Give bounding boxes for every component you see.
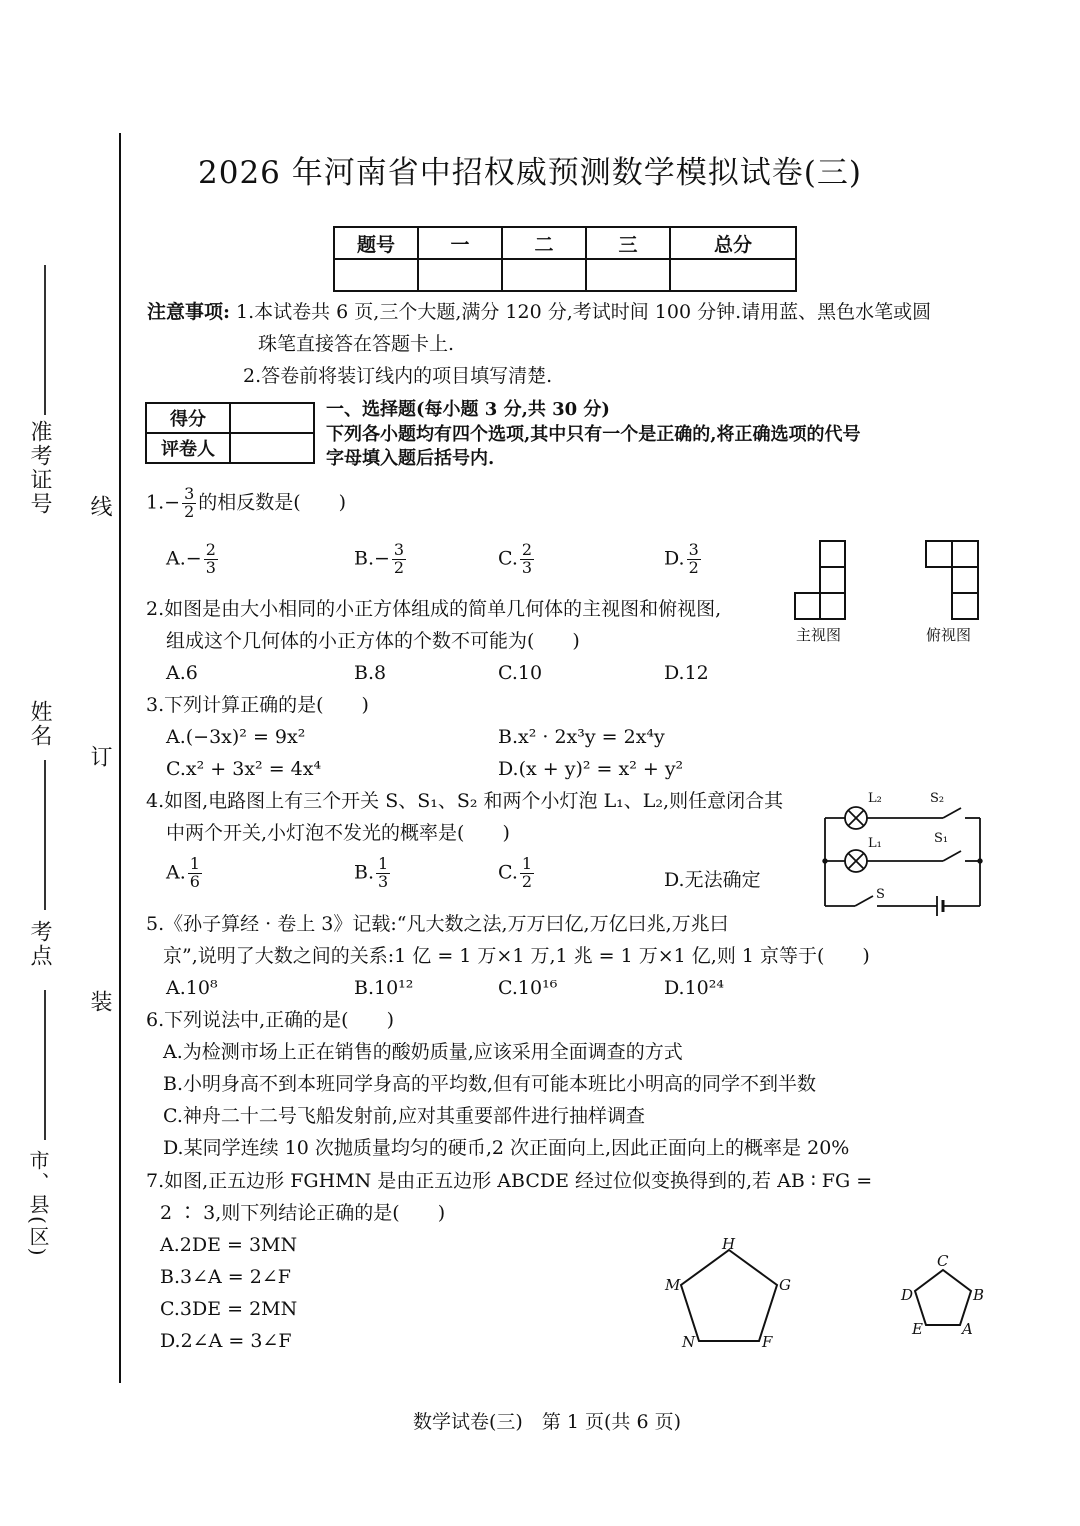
q4-label-l1: L₁	[868, 836, 882, 851]
q3-option-b: B.x² · 2x³y = 2x⁴y	[498, 726, 665, 748]
q2-option-b: B.8	[354, 662, 387, 684]
q7-label-g: G	[779, 1276, 791, 1294]
q2-front-view-figure	[790, 538, 860, 622]
q7-option-a: A.2DE = 3MN	[160, 1234, 298, 1256]
q7-label-f: F	[762, 1333, 773, 1351]
binding-mark-xian: 线	[87, 495, 112, 519]
q7-label-n: N	[682, 1333, 696, 1351]
q2-option-d: D.12	[664, 662, 709, 684]
section1-desc2: 字母填入题后括号内.	[326, 448, 495, 469]
q5-stem-line2: 京”,说明了大数之间的关系:1 亿 = 1 万×1 万,1 兆 = 1 万×1 亿,则 1 京等于( )	[163, 945, 870, 967]
q2-top-view-figure	[920, 538, 990, 622]
q2-front-view-caption: 主视图	[796, 626, 842, 644]
q7-label-c: C	[937, 1252, 949, 1270]
q1-option-c: C. $\frac{2}{3}$	[498, 540, 533, 577]
q5-stem-line1: 5.《孙子算经 · 卷上 3》记载:“凡大数之法,万万曰亿,万亿曰兆,万兆曰	[146, 913, 729, 935]
score-table	[333, 226, 797, 292]
name-label: 姓名	[27, 700, 52, 748]
q6-option-d: D.某同学连续 10 次抛质量均匀的硬币,2 次正面向上,因此正面向上的概率是 20%	[163, 1137, 850, 1159]
grader-label: 评卷人	[146, 433, 230, 463]
q4-label-s2: S₂	[930, 791, 945, 806]
q4-option-c: C. $\frac{1}{2}$	[498, 854, 533, 891]
q7-label-a: A	[962, 1320, 973, 1338]
q7-option-d: D.2∠A = 3∠F	[160, 1330, 292, 1352]
grade-label: 得分	[146, 403, 230, 433]
q1-option-d: D. $\frac{3}{2}$	[664, 540, 699, 577]
page-footer: 数学试卷(三) 第 1 页(共 6 页)	[413, 1411, 681, 1433]
q6-option-a: A.为检测市场上正在销售的酸奶质量,应该采用全面调查的方式	[163, 1041, 683, 1063]
binding-mark-ding: 订	[87, 745, 112, 769]
section1-heading: 一、选择题(每小题 3 分,共 30 分)	[326, 399, 610, 420]
binding-line	[119, 133, 121, 1383]
q6-option-b: B.小明身高不到本班同学身高的平均数,但有可能本班比小明高的同学不到半数	[163, 1073, 817, 1095]
q5-option-b: B.10¹²	[354, 977, 414, 999]
score-header-total: 总分	[670, 227, 796, 259]
q5-option-d: D.10²⁴	[664, 977, 725, 999]
q4-stem-line1: 4.如图,电路图上有三个开关 S、S₁、S₂ 和两个小灯泡 L₁、L₂,则任意闭合其	[146, 790, 784, 812]
q2-top-view-caption: 俯视图	[926, 626, 972, 644]
q7-option-c: C.3DE = 2MN	[160, 1298, 298, 1320]
score-header-1: 一	[418, 227, 502, 259]
q2-stem-line1: 2.如图是由大小相同的小正方体组成的简单几何体的主视图和俯视图,	[146, 598, 722, 620]
q3-option-c: C.x² + 3x² = 4x⁴	[166, 758, 322, 780]
page-title: 2026 年河南省中招权威预测数学模拟试卷(三)	[198, 155, 862, 191]
q4-stem-line2: 中两个开关,小灯泡不发光的概率是( )	[166, 822, 510, 844]
q1-option-a: A.− $\frac{2}{3}$	[166, 540, 216, 577]
grader-cell	[230, 433, 314, 463]
notes-line1: 1.本试卷共 6 页,三个大题,满分 120 分,考试时间 100 分钟.请用蓝、黑色水笔或圆	[236, 301, 932, 323]
score-cell	[418, 259, 502, 291]
q7-label-b: B	[973, 1286, 985, 1304]
q3-stem: 3.下列计算正确的是( )	[146, 694, 369, 716]
score-header-num: 题号	[334, 227, 418, 259]
q7-label-m: M	[665, 1276, 681, 1294]
q2-option-a: A.6	[166, 662, 198, 684]
binding-mark-zhuang: 装	[87, 990, 112, 1014]
grade-cell	[230, 403, 314, 433]
score-cell	[670, 259, 796, 291]
notes-label: 注意事项:	[147, 301, 231, 323]
q3-option-d: D.(x + y)² = x² + y²	[498, 758, 684, 780]
name-blank	[44, 760, 46, 910]
q1-stem: 1.− $\frac{3}{2}$ 的相反数是( )	[146, 484, 347, 521]
q7-label-h: H	[722, 1235, 736, 1253]
q4-circuit-figure	[815, 788, 990, 918]
q2-stem-line2: 组成这个几何体的小正方体的个数不可能为( )	[166, 630, 580, 652]
q4-label-l2: L₂	[868, 791, 882, 806]
score-header-2: 二	[502, 227, 586, 259]
q4-label-s: S	[876, 887, 885, 902]
q6-stem: 6.下列说法中,正确的是( )	[146, 1009, 394, 1031]
notes-line1b: 珠笔直接答在答题卡上.	[258, 333, 455, 355]
q6-option-c: C.神舟二十二号飞船发射前,应对其重要部件进行抽样调查	[163, 1105, 645, 1127]
grade-table	[145, 402, 315, 464]
exam-site-blank	[44, 990, 46, 1140]
notes-line2: 2.答卷前将装订线内的项目填写清楚.	[243, 365, 553, 387]
score-cell	[502, 259, 586, 291]
score-cell	[586, 259, 670, 291]
exam-number-blank	[44, 265, 46, 415]
score-header-3: 三	[586, 227, 670, 259]
q7-label-d: D	[901, 1286, 914, 1304]
q7-stem-line1: 7.如图,正五边形 FGHMN 是由正五边形 ABCDE 经过位似变换得到的,若 AB ∶ FG =	[146, 1170, 873, 1192]
q7-stem-line2: 2 ∶ 3,则下列结论正确的是( )	[160, 1202, 446, 1224]
exam-number-label: 准考证号	[27, 420, 52, 516]
q5-option-c: C.10¹⁶	[498, 977, 558, 999]
q7-label-e: E	[912, 1320, 923, 1338]
school-district-label: 市、县(区)	[26, 1150, 50, 1258]
q4-option-d: D.无法确定	[664, 869, 761, 891]
q5-option-a: A.10⁸	[166, 977, 218, 999]
q2-option-c: C.10	[498, 662, 543, 684]
q3-option-a: A.(−3x)² = 9x²	[166, 726, 306, 748]
exam-site-label: 考点	[27, 920, 52, 968]
q7-option-b: B.3∠A = 2∠F	[160, 1266, 291, 1288]
q4-label-s1: S₁	[934, 831, 949, 846]
section1-desc1: 下列各小题均有四个选项,其中只有一个是正确的,将正确选项的代号	[326, 424, 861, 445]
q4-option-a: A. $\frac{1}{6}$	[166, 854, 200, 891]
q1-option-b: B.− $\frac{3}{2}$	[354, 540, 405, 577]
score-cell	[334, 259, 418, 291]
q4-option-b: B. $\frac{1}{3}$	[354, 854, 389, 891]
